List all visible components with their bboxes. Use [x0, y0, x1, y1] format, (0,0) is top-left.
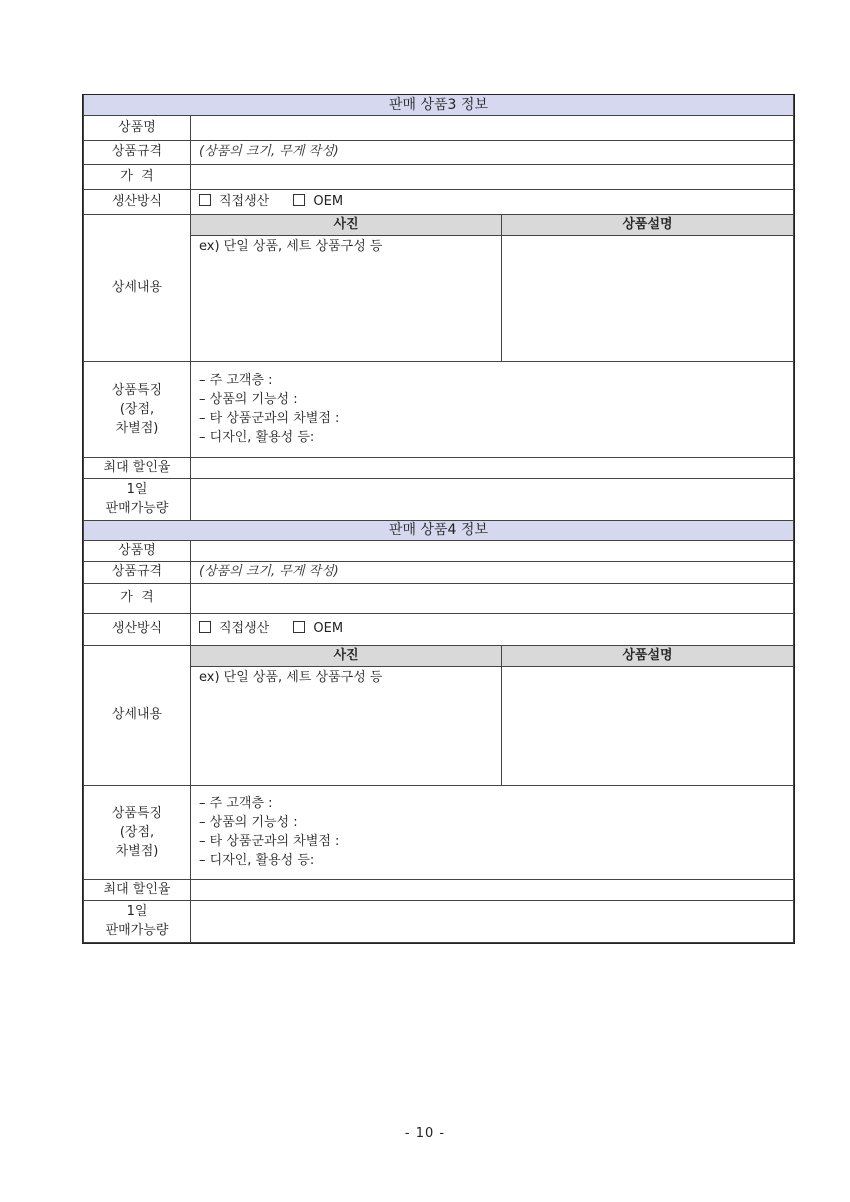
option-oem[interactable] — [293, 621, 343, 636]
checkbox-icon[interactable] — [293, 194, 305, 206]
feature-line: – 타 상품군과의 차별점 : — [199, 411, 340, 426]
option-direct-label: 직접생산 — [219, 621, 270, 636]
features-field[interactable] — [191, 361, 794, 457]
label-features-line: 차별점) — [115, 843, 159, 859]
photo-header: 사진 — [191, 214, 502, 235]
label-product-name: 상품명 — [84, 115, 191, 140]
label-capacity-line: 판매가능량 — [105, 923, 169, 938]
product-info-table — [83, 95, 794, 943]
product-name-field[interactable] — [191, 115, 794, 140]
max-discount-field[interactable] — [191, 879, 794, 900]
label-production-method: 생산방식 — [84, 189, 191, 214]
section-title: 판매 상품4 정보 — [84, 520, 794, 540]
option-oem-label: OEM — [313, 621, 344, 636]
label-detail: 상세내용 — [84, 214, 191, 361]
production-method-options — [191, 189, 794, 214]
daily-capacity-field[interactable] — [191, 478, 794, 520]
description-field[interactable] — [502, 666, 794, 785]
checkbox-icon[interactable] — [199, 194, 211, 206]
label-product-spec: 상품규격 — [84, 561, 191, 583]
option-direct[interactable] — [199, 194, 269, 209]
feature-line: – 디자인, 활용성 등: — [199, 430, 315, 445]
label-features — [84, 361, 191, 457]
label-max-discount: 최대 할인율 — [84, 457, 191, 478]
label-production-method: 생산방식 — [84, 613, 191, 645]
description-header: 상품설명 — [502, 645, 794, 666]
product-spec-field[interactable]: (상품의 크기, 무게 작성) — [191, 561, 794, 583]
label-detail: 상세내용 — [84, 645, 191, 785]
label-features-line: 상품특징 — [111, 382, 163, 398]
page-number: - 10 - — [404, 1126, 446, 1141]
product-info-form — [82, 94, 795, 944]
label-capacity-line: 1일 — [126, 904, 148, 919]
feature-line: – 주 고객층 : — [199, 796, 273, 811]
photo-field[interactable]: ex) 단일 상품, 세트 상품구성 등 — [191, 235, 502, 361]
checkbox-icon[interactable] — [293, 621, 305, 633]
feature-line: – 주 고객층 : — [199, 373, 273, 388]
product-spec-field[interactable]: (상품의 크기, 무게 작성) — [191, 140, 794, 164]
label-features-line: 차별점) — [115, 420, 159, 436]
label-price: 가 격 — [84, 583, 191, 613]
description-header: 상품설명 — [502, 214, 794, 235]
option-oem-label: OEM — [313, 193, 344, 209]
feature-line: – 디자인, 활용성 등: — [199, 853, 315, 868]
checkbox-icon[interactable] — [199, 621, 211, 633]
product-name-field[interactable] — [191, 540, 794, 561]
description-field[interactable] — [502, 235, 794, 361]
option-direct-label: 직접생산 — [219, 193, 270, 209]
features-field[interactable] — [191, 785, 794, 879]
photo-field[interactable]: ex) 단일 상품, 세트 상품구성 등 — [191, 666, 502, 785]
label-capacity-line: 판매가능량 — [105, 501, 169, 516]
label-max-discount: 최대 할인율 — [84, 879, 191, 900]
feature-line: – 타 상품군과의 차별점 : — [199, 834, 340, 849]
label-product-name: 상품명 — [84, 540, 191, 561]
daily-capacity-field[interactable] — [191, 900, 794, 942]
option-direct[interactable] — [199, 621, 269, 636]
label-daily-capacity — [84, 900, 191, 942]
label-product-spec: 상품규격 — [84, 140, 191, 164]
production-method-options — [191, 613, 794, 645]
label-capacity-line: 1일 — [126, 482, 148, 497]
section-title: 판매 상품3 정보 — [84, 95, 794, 115]
label-price: 가 격 — [84, 164, 191, 189]
label-features — [84, 785, 191, 879]
photo-header: 사진 — [191, 645, 502, 666]
label-daily-capacity — [84, 478, 191, 520]
label-features-line: (장점, — [119, 824, 155, 840]
price-field[interactable] — [191, 583, 794, 613]
feature-line: – 상품의 기능성 : — [199, 392, 298, 407]
price-field[interactable] — [191, 164, 794, 189]
label-features-line: 상품특징 — [111, 805, 163, 821]
option-oem[interactable] — [293, 194, 343, 209]
feature-line: – 상품의 기능성 : — [199, 815, 298, 830]
max-discount-field[interactable] — [191, 457, 794, 478]
label-features-line: (장점, — [119, 401, 155, 417]
